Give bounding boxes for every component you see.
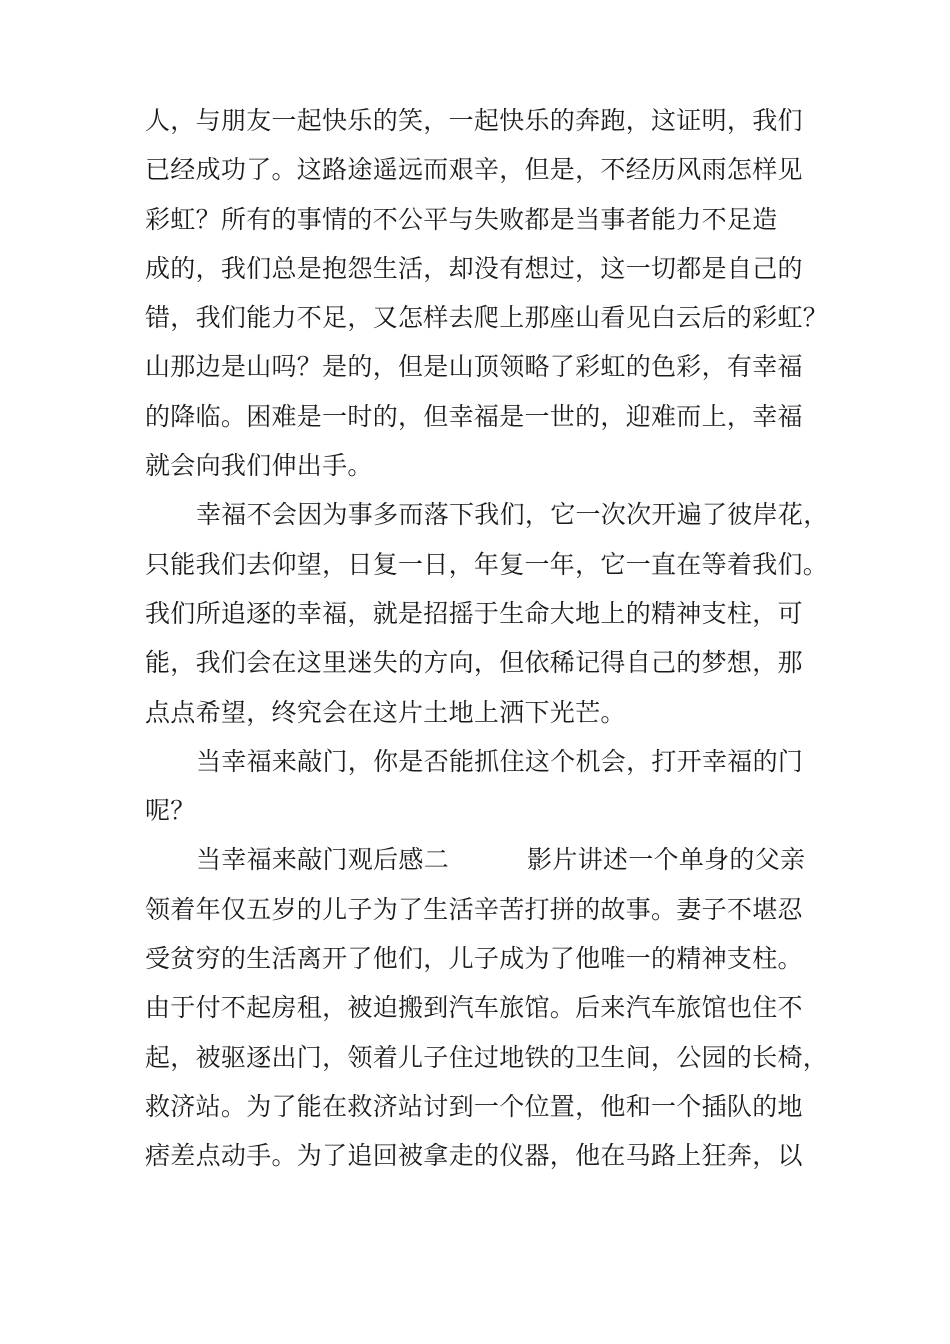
text-line: 已经成功了。这路途遥远而艰辛，但是，不经历风雨怎样见 [145, 155, 803, 185]
text-line: 就会向我们伸出手。 [145, 451, 373, 481]
text-line: 能，我们会在这里迷失的方向，但依稀记得自己的梦想，那 [145, 648, 803, 678]
text-line: 人，与朋友一起快乐的笑，一起快乐的奔跑，这证明，我们 [145, 106, 803, 135]
text-line: 由于付不起房租，被迫搬到汽车旅馆。后来汽车旅馆也住不 [145, 993, 803, 1023]
text-line: 只能我们去仰望，日复一日，年复一年，它一直在等着我们。 [145, 549, 829, 579]
section-title: 当幸福来敲门观后感二 [196, 845, 450, 875]
text-line: 起，被驱逐出门，领着儿子住过地铁的卫生间，公园的长椅， [145, 1042, 829, 1072]
text-line: 的降临。困难是一时的，但幸福是一世的，迎难而上，幸福 [145, 401, 803, 431]
document-body [145, 96, 835, 1181]
text-line: 受贫穷的生活离开了他们，儿子成为了他唯一的精神支柱。 [145, 944, 803, 974]
text-line: 错，我们能力不足，又怎样去爬上那座山看见白云后的彩虹？ [145, 303, 829, 333]
text-line: 山那边是山吗？是的，但是山顶领略了彩虹的色彩，有幸福 [145, 352, 803, 382]
text-line: 点点希望，终究会在这片土地上洒下光芒。 [145, 697, 626, 727]
paragraph-first-line: 当幸福来敲门，你是否能抓住这个机会，打开幸福的门 [196, 746, 804, 776]
section-heading-line [145, 835, 835, 884]
section-intro: 影片讲述一个单身的父亲 [527, 845, 806, 875]
text-line: 呢？ [145, 796, 196, 826]
text-line: 成的，我们总是抱怨生活，却没有想过，这一切都是自己的 [145, 253, 803, 283]
text-line: 彩虹？所有的事情的不公平与失败都是当事者能力不足造 [145, 204, 778, 234]
text-line: 我们所追逐的幸福，就是招摇于生命大地上的精神支柱，可 [145, 598, 803, 628]
text-line: 领着年仅五岁的儿子为了生活辛苦打拼的故事。妻子不堪忍 [145, 894, 803, 924]
text-line: 痞差点动手。为了追回被拿走的仪器，他在马路上狂奔，以 [145, 1141, 803, 1171]
text-line: 救济站。为了能在救济站讨到一个位置，他和一个插队的地 [145, 1091, 803, 1121]
paragraph-first-line: 幸福不会因为事多而落下我们，它一次次开遍了彼岸花， [196, 500, 829, 530]
